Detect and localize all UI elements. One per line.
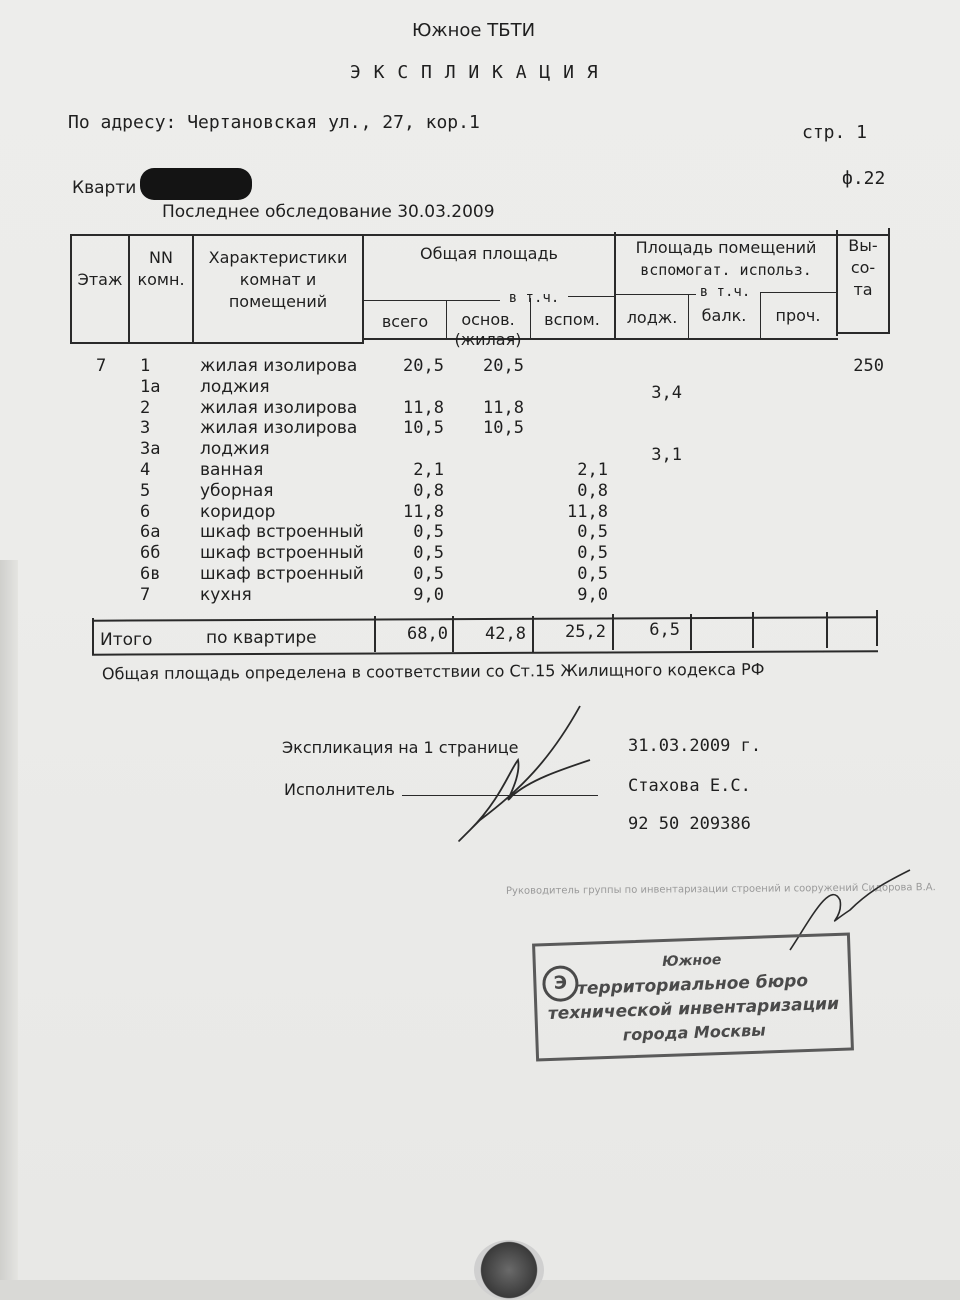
cell-all: 2,1 bbox=[413, 460, 444, 480]
sign-date: 31.03.2009 г. bbox=[628, 736, 762, 756]
redaction-block bbox=[140, 168, 252, 200]
cell-nn: 6 bbox=[140, 501, 151, 522]
cell-nn: 3 bbox=[140, 418, 151, 439]
cell-loggia: 3,4 bbox=[651, 382, 682, 403]
cell-name: жилая изолирова bbox=[200, 418, 358, 439]
col-nn-sub: комн. bbox=[137, 270, 185, 289]
stamp-line-3: технической инвентаризации bbox=[547, 993, 840, 1025]
bti-stamp bbox=[532, 932, 854, 1061]
cell-nn: 2 bbox=[140, 397, 151, 418]
col-nn: NN bbox=[149, 248, 173, 267]
col-main: основ. bbox=[461, 310, 515, 329]
cell-aux: 0,5 bbox=[577, 564, 608, 584]
document-title: Э К С П Л И К А Ц И Я bbox=[350, 62, 599, 83]
cell-main: 20,5 bbox=[483, 356, 524, 376]
total-label-2: по квартире bbox=[206, 628, 317, 648]
cell-height: 250 bbox=[853, 356, 884, 376]
pages-count: Экспликация на 1 странице bbox=[282, 738, 519, 757]
cell-name: лоджия bbox=[200, 439, 270, 460]
org-name: Южное ТБТИ bbox=[412, 20, 536, 41]
col-including-2: в т.ч. bbox=[699, 284, 751, 300]
cell-all: 11,8 bbox=[403, 501, 444, 522]
cell-name: жилая изолирова bbox=[200, 356, 358, 376]
total-loggia: 6,5 bbox=[649, 620, 680, 640]
col-characteristics-3: помещений bbox=[228, 292, 328, 311]
cell-main: 11,8 bbox=[483, 397, 524, 418]
cell-aux: 2,1 bbox=[577, 460, 608, 480]
col-characteristics-2: комнат и bbox=[239, 270, 317, 289]
cell-nn: 6б bbox=[140, 543, 161, 564]
cell-loggia: 3,1 bbox=[651, 445, 682, 466]
legal-note: Общая площадь определена в соответствии со Ст.15 Жилищного кодекса РФ bbox=[101, 659, 765, 684]
col-height-2: со- bbox=[850, 258, 876, 277]
address: По адресу: Чертановская ул., 27, кор.1 bbox=[68, 112, 480, 133]
col-balcony: балк. bbox=[701, 306, 747, 325]
total-aux: 25,2 bbox=[565, 622, 606, 642]
cell-aux: 0,8 bbox=[577, 480, 608, 501]
apartment-label: Кварти bbox=[72, 178, 137, 198]
col-loggia: лодж. bbox=[626, 308, 678, 327]
cell-all: 9,0 bbox=[413, 584, 444, 605]
col-height: Вы- bbox=[848, 236, 878, 255]
paper-edge bbox=[0, 560, 18, 1280]
cell-aux: 0,5 bbox=[577, 522, 608, 543]
cell-aux: 11,8 bbox=[567, 501, 608, 522]
cell-name: шкаф встроенный bbox=[200, 522, 364, 543]
cell-nn: 6а bbox=[140, 522, 161, 543]
stamp-logo: Э bbox=[542, 965, 579, 1002]
cell-name: лоджия bbox=[200, 376, 270, 397]
col-aux-area: Площадь помещений bbox=[635, 238, 817, 257]
form-number: ф.22 bbox=[842, 168, 886, 189]
col-main-sub: (жилая) bbox=[454, 330, 522, 349]
cell-all: 0,8 bbox=[413, 480, 444, 501]
executor-label: Исполнитель bbox=[284, 780, 395, 799]
cell-name: ванная bbox=[200, 460, 264, 480]
cell-nn: 1а bbox=[140, 376, 161, 397]
col-height-3: та bbox=[853, 280, 873, 299]
cell-name: жилая изолирова bbox=[200, 397, 358, 418]
col-aux: вспом. bbox=[544, 310, 600, 329]
cell-aux: 9,0 bbox=[577, 584, 608, 605]
cell-nn: 5 bbox=[140, 480, 151, 501]
cell-all: 0,5 bbox=[413, 543, 444, 564]
col-including: в т.ч. bbox=[508, 290, 560, 306]
stamp-line-1: Южное bbox=[661, 951, 722, 971]
stamp-line-2: территориальное бюро bbox=[576, 970, 809, 1000]
cell-nn: 4 bbox=[140, 460, 151, 480]
cell-name: шкаф встроенный bbox=[200, 564, 364, 584]
seal-emblem bbox=[474, 1240, 544, 1300]
faint-print: Руководитель группы по инвентаризации строений и сооружений Сидорова В.А. bbox=[505, 882, 936, 897]
col-other: проч. bbox=[775, 306, 821, 325]
survey-date: Последнее обследование 30.03.2009 bbox=[162, 202, 495, 222]
col-all: всего bbox=[381, 312, 429, 331]
col-characteristics: Характеристики bbox=[208, 248, 348, 267]
cell-name: уборная bbox=[200, 480, 274, 501]
cell-all: 10,5 bbox=[403, 418, 444, 439]
cell-name: кухня bbox=[200, 584, 252, 605]
total-main: 42,8 bbox=[485, 624, 526, 644]
cell-all: 0,5 bbox=[413, 522, 444, 543]
executor-id: 92 50 209386 bbox=[628, 814, 751, 834]
executor-signature bbox=[440, 700, 600, 860]
cell-nn: 7 bbox=[140, 584, 151, 605]
cell-aux: 0,5 bbox=[577, 543, 608, 564]
cell-nn: 6в bbox=[140, 564, 161, 584]
cell-main: 10,5 bbox=[483, 418, 524, 439]
cell-floor: 7 bbox=[96, 356, 107, 376]
col-floor: Этаж bbox=[77, 270, 123, 289]
total-label: Итого bbox=[100, 630, 153, 650]
stamp-line-4: города Москвы bbox=[622, 1020, 766, 1045]
cell-name: коридор bbox=[200, 501, 276, 522]
cell-all: 20,5 bbox=[403, 356, 444, 376]
col-total-area: Общая площадь bbox=[420, 244, 558, 263]
executor-name: Стахова Е.С. bbox=[628, 776, 751, 796]
cell-nn: 3а bbox=[140, 439, 161, 460]
total-all: 68,0 bbox=[407, 624, 448, 644]
cell-nn: 1 bbox=[140, 356, 151, 376]
cell-all: 11,8 bbox=[403, 397, 444, 418]
col-aux-area-2: вспомогат. использ. bbox=[640, 261, 812, 279]
cell-all: 0,5 bbox=[413, 564, 444, 584]
page-number: стр. 1 bbox=[802, 122, 868, 143]
cell-name: шкаф встроенный bbox=[200, 543, 364, 564]
